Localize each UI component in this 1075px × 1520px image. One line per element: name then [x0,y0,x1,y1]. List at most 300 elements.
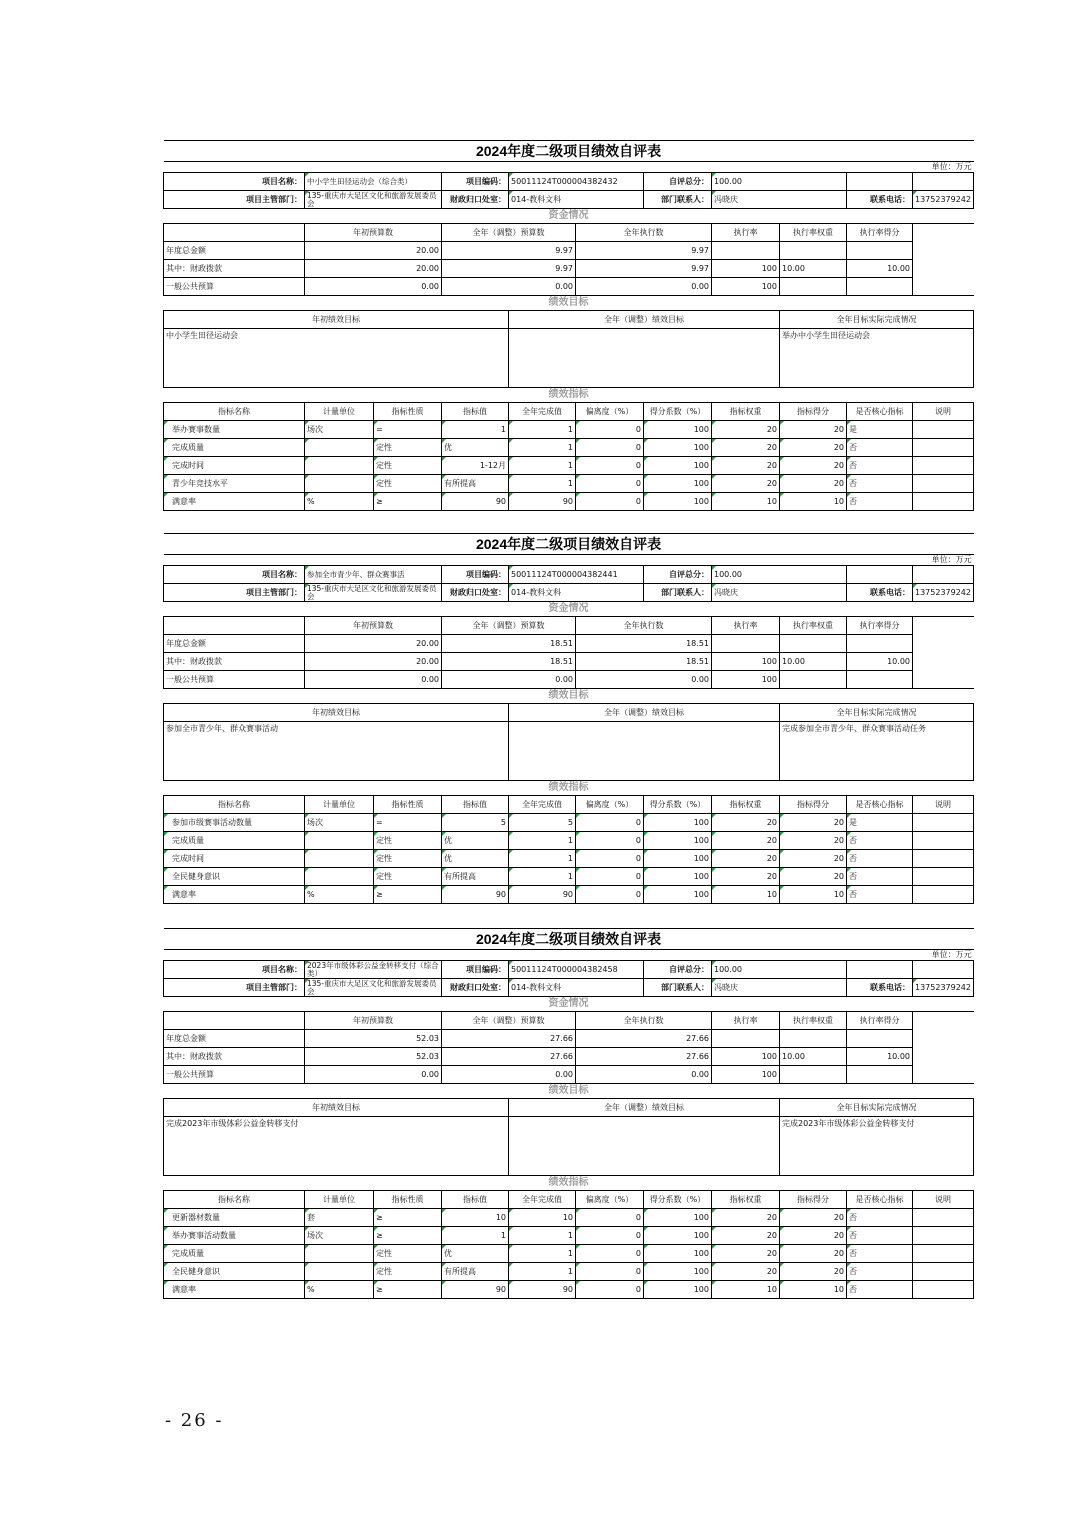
indicator-cell: 20 [780,1263,847,1281]
blank-cell [847,961,913,979]
table-row [164,1099,974,1117]
fund-value [780,242,847,260]
indicator-header: 说明 [913,403,974,421]
fund-value: 0.00 [442,671,576,689]
fund-value: 0.00 [305,671,442,689]
indicator-cell: 有所提高 [442,475,509,493]
goals-section-title: 绩效目标 [164,689,974,704]
self-score-label: 自评总分： [644,173,712,191]
fund-value: 100 [712,1066,780,1084]
fund-value: 10.00 [847,653,913,671]
fund-value: 20.00 [305,260,442,278]
fund-value: 18.51 [576,653,712,671]
indicator-cell: 有所提高 [442,1263,509,1281]
fund-value: 0.00 [305,278,442,296]
indicator-cell: 20 [712,1227,780,1245]
fund-header: 执行率权重 [780,224,847,242]
indicator-cell: 举办赛事数量 [164,421,305,439]
table-row [164,475,974,493]
indicator-cell: 0 [576,1245,644,1263]
fund-value: 0.00 [442,278,576,296]
indicator-cell: 更新器材数量 [164,1209,305,1227]
indicator-cell: 100 [644,1209,712,1227]
project-code-label: 项目编码： [442,173,509,191]
blank-cell [164,224,305,242]
goal-text [509,1117,780,1176]
indicator-cell: 20 [780,832,847,850]
indicator-cell: 90 [509,1281,576,1299]
table-row [164,388,974,403]
indicator-cell [305,475,374,493]
indicator-cell: 否 [847,475,913,493]
table-row [164,689,974,704]
fund-row-label: 一般公共预算 [164,278,305,296]
indicator-cell: 1 [509,1263,576,1281]
fund-value: 0.00 [576,671,712,689]
table-row [164,1012,974,1030]
indicator-cell: 20 [780,421,847,439]
indicator-header: 指标值 [442,1191,509,1209]
indicator-cell: 定性 [374,439,442,457]
project-name-value: 参加全市青少年、群众赛事活 [305,566,442,584]
self-score-value: 100.00 [712,961,847,979]
table-row [164,296,974,311]
table-row [164,1209,974,1227]
fund-header: 年初预算数 [305,1012,442,1030]
indicator-cell [913,457,974,475]
phone-label: 联系电话： [847,191,913,209]
fund-value: 52.03 [305,1030,442,1048]
indicator-cell: 否 [847,868,913,886]
dept-label: 项目主管部门： [164,584,305,602]
indicator-header: 得分系数（%） [644,403,712,421]
fund-header: 执行率 [712,224,780,242]
indicator-cell [305,1263,374,1281]
indicator-cell [305,850,374,868]
fund-header: 执行率 [712,1012,780,1030]
fund-row-label: 其中：财政拨款 [164,260,305,278]
indicator-cell: 场次 [305,421,374,439]
fund-value: 27.66 [442,1048,576,1066]
fund-header: 年初预算数 [305,617,442,635]
indicator-cell [913,475,974,493]
indicator-cell: ≥ [374,1281,442,1299]
indicator-cell: 0 [576,1209,644,1227]
goal-header: 年初绩效目标 [164,1099,509,1117]
indicator-cell: 是 [847,814,913,832]
indicator-header: 偏离度（%） [576,796,644,814]
indicator-cell: 20 [712,814,780,832]
indicator-cell: 否 [847,1209,913,1227]
indicator-cell: 完成时间 [164,850,305,868]
project-code-value: 50011124T000004382441 [509,566,644,584]
indicator-cell [305,457,374,475]
blank-cell [847,173,913,191]
indicator-header: 偏离度（%） [576,1191,644,1209]
fund-row-label: 年度总金额 [164,242,305,260]
indicator-cell: 1 [509,832,576,850]
fund-row-label: 一般公共预算 [164,1066,305,1084]
indicator-cell: 90 [442,1281,509,1299]
indicator-cell: 100 [644,421,712,439]
indicator-cell: 套 [305,1209,374,1227]
fund-row-label: 一般公共预算 [164,671,305,689]
goal-header: 全年（调整）绩效目标 [509,311,780,329]
table-row [164,493,974,511]
funds-section-title: 资金情况 [164,602,974,617]
indicator-cell: 20 [712,868,780,886]
indicator-cell: 1 [509,850,576,868]
indicators-section-title: 绩效指标 [164,781,974,796]
fund-row-label: 年度总金额 [164,1030,305,1048]
indicator-cell: 1 [509,1227,576,1245]
goal-header: 全年目标实际完成情况 [780,311,974,329]
indicator-cell: 20 [712,1263,780,1281]
table-row [164,173,974,191]
indicator-cell: 20 [712,421,780,439]
indicator-cell: 10 [780,1281,847,1299]
indicator-cell: 完成质量 [164,439,305,457]
indicator-cell: 1-12月 [442,457,509,475]
indicator-cell: 否 [847,457,913,475]
fund-value: 10.00 [780,260,847,278]
table-row [164,403,974,421]
goal-header: 年初绩效目标 [164,704,509,722]
indicator-cell [913,1227,974,1245]
indicator-cell: 20 [712,457,780,475]
contact-label: 部门联系人： [644,979,712,997]
indicator-header: 指标名称 [164,403,305,421]
table-row [164,929,974,950]
indicator-cell: 1 [509,475,576,493]
table-row [164,1191,974,1209]
indicator-header: 指标名称 [164,1191,305,1209]
indicator-cell: 优 [442,439,509,457]
indicator-cell: 90 [442,493,509,511]
indicator-cell: % [305,886,374,904]
table-row [164,566,974,584]
indicator-header: 全年完成值 [509,403,576,421]
page-number: - 26 - [165,1410,224,1431]
goal-text [509,329,780,388]
table-row [164,781,974,796]
fund-row-label: 其中：财政拨款 [164,1048,305,1066]
evaluation-form [163,140,972,511]
indicator-cell: 青少年竞技水平 [164,475,305,493]
indicator-cell: 完成时间 [164,457,305,475]
indicator-cell: 1 [509,439,576,457]
indicator-cell [913,1263,974,1281]
indicator-cell [305,1245,374,1263]
fund-value: 0.00 [576,278,712,296]
project-name-label: 项目名称： [164,566,305,584]
table-row [164,602,974,617]
indicator-cell: 定性 [374,1245,442,1263]
goals-section-title: 绩效目标 [164,1084,974,1099]
indicator-header: 指标权重 [712,796,780,814]
goal-header: 全年（调整）绩效目标 [509,1099,780,1117]
indicator-cell: 100 [644,1245,712,1263]
indicator-cell: 完成质量 [164,832,305,850]
indicator-cell: 0 [576,457,644,475]
fund-value: 27.66 [576,1030,712,1048]
finance-dept-value: 014-教科文科 [509,979,644,997]
indicator-cell: 定性 [374,832,442,850]
table-row [164,1084,974,1099]
finance-dept-label: 财政归口处室： [442,191,509,209]
indicator-header: 说明 [913,796,974,814]
fund-header: 执行率得分 [847,617,913,635]
table-row [164,886,974,904]
table-row [164,329,974,388]
indicator-cell: 1 [509,457,576,475]
fund-value: 0.00 [442,1066,576,1084]
indicator-cell: 10 [712,886,780,904]
indicator-cell: 1 [509,421,576,439]
fund-value: 10.00 [847,260,913,278]
indicator-cell: 90 [509,886,576,904]
indicator-cell: 否 [847,493,913,511]
indicator-cell: 是 [847,421,913,439]
table-row [164,584,974,602]
indicators-section-title: 绩效指标 [164,1176,974,1191]
fund-value [780,1030,847,1048]
indicator-cell: 20 [780,1227,847,1245]
table-row [164,671,974,689]
indicator-cell [305,832,374,850]
indicator-cell [913,868,974,886]
indicator-header: 指标值 [442,403,509,421]
indicator-cell [913,814,974,832]
fund-value [847,635,913,653]
indicator-cell: % [305,1281,374,1299]
indicator-header: 指标性质 [374,1191,442,1209]
indicator-cell: 0 [576,814,644,832]
self-score-label: 自评总分： [644,566,712,584]
indicator-header: 全年完成值 [509,796,576,814]
indicator-header: 计量单位 [305,796,374,814]
goal-text: 完成2023年市级体彩公益金转移支付 [780,1117,974,1176]
indicator-cell: 0 [576,886,644,904]
indicator-header: 指标权重 [712,403,780,421]
fund-value: 20.00 [305,653,442,671]
indicator-cell: 20 [780,1245,847,1263]
indicator-header: 指标性质 [374,796,442,814]
fund-value: 27.66 [442,1030,576,1048]
goal-header: 全年目标实际完成情况 [780,704,974,722]
blank-cell [913,961,974,979]
goal-text: 中小学生田径运动会 [164,329,509,388]
table-row [164,653,974,671]
project-code-label: 项目编码： [442,961,509,979]
table-row [164,704,974,722]
indicator-cell: 100 [644,886,712,904]
table-row [164,457,974,475]
indicator-header: 计量单位 [305,403,374,421]
fund-value [847,278,913,296]
indicator-cell [305,868,374,886]
indicator-cell: 100 [644,439,712,457]
indicator-header: 计量单位 [305,1191,374,1209]
fund-value [847,1030,913,1048]
fund-value: 18.51 [442,635,576,653]
indicator-cell: 20 [780,1209,847,1227]
fund-value: 10.00 [847,1048,913,1066]
table-row [164,1030,974,1048]
indicator-cell: 定性 [374,457,442,475]
table-row [164,209,974,224]
table-row [164,635,974,653]
table-row [164,242,974,260]
goal-header: 年初绩效目标 [164,311,509,329]
goals-section-title: 绩效目标 [164,296,974,311]
indicator-cell [913,439,974,457]
table-row [164,141,974,162]
fund-value: 9.97 [442,242,576,260]
fund-row-label: 其中：财政拨款 [164,653,305,671]
fund-value: 27.66 [576,1048,712,1066]
indicator-cell: ≥ [374,886,442,904]
fund-value: 20.00 [305,242,442,260]
indicator-cell: 100 [644,475,712,493]
indicator-cell: 0 [576,832,644,850]
indicator-header: 指标名称 [164,796,305,814]
fund-value: 9.97 [576,242,712,260]
indicator-cell: 100 [644,868,712,886]
phone-value: 13752379242 [913,979,974,997]
table-row [164,961,974,979]
finance-dept-value: 014-教科文科 [509,584,644,602]
indicator-cell: 5 [442,814,509,832]
table-row [164,796,974,814]
indicator-header: 偏离度（%） [576,403,644,421]
fund-header: 全年（调整）预算数 [442,617,576,635]
unit-label: 单位：万元 [164,555,974,566]
indicator-cell [913,1209,974,1227]
fund-value [780,1066,847,1084]
table-row [164,814,974,832]
goal-text: 完成参加全市青少年、群众赛事活动任务 [780,722,974,781]
funds-section-title: 资金情况 [164,209,974,224]
blank-cell [913,173,974,191]
fund-header: 全年执行数 [576,1012,712,1030]
phone-label: 联系电话： [847,979,913,997]
fund-value: 9.97 [576,260,712,278]
indicator-header: 是否核心指标 [847,403,913,421]
finance-dept-value: 014-教科文科 [509,191,644,209]
fund-value: 9.97 [442,260,576,278]
project-code-label: 项目编码： [442,566,509,584]
indicator-header: 指标得分 [780,403,847,421]
indicator-cell: 1 [509,1245,576,1263]
self-score-value: 100.00 [712,173,847,191]
indicator-cell: 全民健身意识 [164,868,305,886]
indicator-cell: 20 [780,457,847,475]
self-score-value: 100.00 [712,566,847,584]
indicator-cell: 20 [712,1245,780,1263]
indicator-cell [913,832,974,850]
indicator-cell: 否 [847,832,913,850]
table-row [164,1117,974,1176]
dept-value: 135-重庆市大足区文化和旅游发展委员会 [305,191,442,209]
fund-value: 100 [712,671,780,689]
indicator-header: 指标得分 [780,796,847,814]
goal-header: 全年（调整）绩效目标 [509,704,780,722]
contact-label: 部门联系人： [644,584,712,602]
indicator-cell: 20 [780,439,847,457]
indicator-cell: 0 [576,868,644,886]
indicator-cell: 100 [644,1281,712,1299]
indicator-cell: 90 [442,886,509,904]
fund-value [712,635,780,653]
indicator-header: 得分系数（%） [644,1191,712,1209]
indicator-cell: 否 [847,1227,913,1245]
indicator-cell: 20 [712,1209,780,1227]
indicator-cell: 100 [644,457,712,475]
fund-value: 100 [712,1048,780,1066]
fund-value: 0.00 [576,1066,712,1084]
form-title: 2024年度二级项目绩效自评表 [164,534,974,555]
fund-header: 执行率得分 [847,224,913,242]
indicator-cell: = [374,814,442,832]
goal-header: 全年目标实际完成情况 [780,1099,974,1117]
blank-cell [847,566,913,584]
indicator-header: 指标性质 [374,403,442,421]
project-name-label: 项目名称： [164,961,305,979]
indicator-header: 说明 [913,1191,974,1209]
table-row [164,311,974,329]
project-name-label: 项目名称： [164,173,305,191]
fund-value: 100 [712,653,780,671]
dept-value: 135-重庆市大足区文化和旅游发展委员会 [305,979,442,997]
table-row [164,555,974,566]
table-row [164,1227,974,1245]
table-row [164,979,974,997]
table-row [164,278,974,296]
blank-cell [164,1012,305,1030]
indicator-cell: 20 [780,868,847,886]
indicator-cell: ≥ [374,1227,442,1245]
table-row [164,534,974,555]
fund-value [780,671,847,689]
indicator-cell: 定性 [374,475,442,493]
indicator-header: 是否核心指标 [847,1191,913,1209]
indicator-cell [913,493,974,511]
fund-value [847,671,913,689]
indicator-cell: 优 [442,1245,509,1263]
indicator-cell: 20 [780,850,847,868]
table-row [164,162,974,173]
indicator-cell: 0 [576,1281,644,1299]
indicator-cell: 否 [847,886,913,904]
table-row [164,1281,974,1299]
indicator-cell: 完成质量 [164,1245,305,1263]
indicator-cell: 100 [644,1227,712,1245]
indicator-cell: 10 [780,886,847,904]
fund-value: 20.00 [305,635,442,653]
indicator-cell: 有所提高 [442,868,509,886]
indicator-cell: 优 [442,850,509,868]
fund-value: 100 [712,260,780,278]
fund-row-label: 年度总金额 [164,635,305,653]
project-name-value: 2023年市级体彩公益金转移支付（综合类） [305,961,442,979]
form-title: 2024年度二级项目绩效自评表 [164,929,974,950]
form-title: 2024年度二级项目绩效自评表 [164,141,974,162]
phone-value: 13752379242 [913,191,974,209]
indicator-cell: 参加市级赛事活动数量 [164,814,305,832]
indicator-cell: 1 [442,1227,509,1245]
finance-dept-label: 财政归口处室： [442,584,509,602]
